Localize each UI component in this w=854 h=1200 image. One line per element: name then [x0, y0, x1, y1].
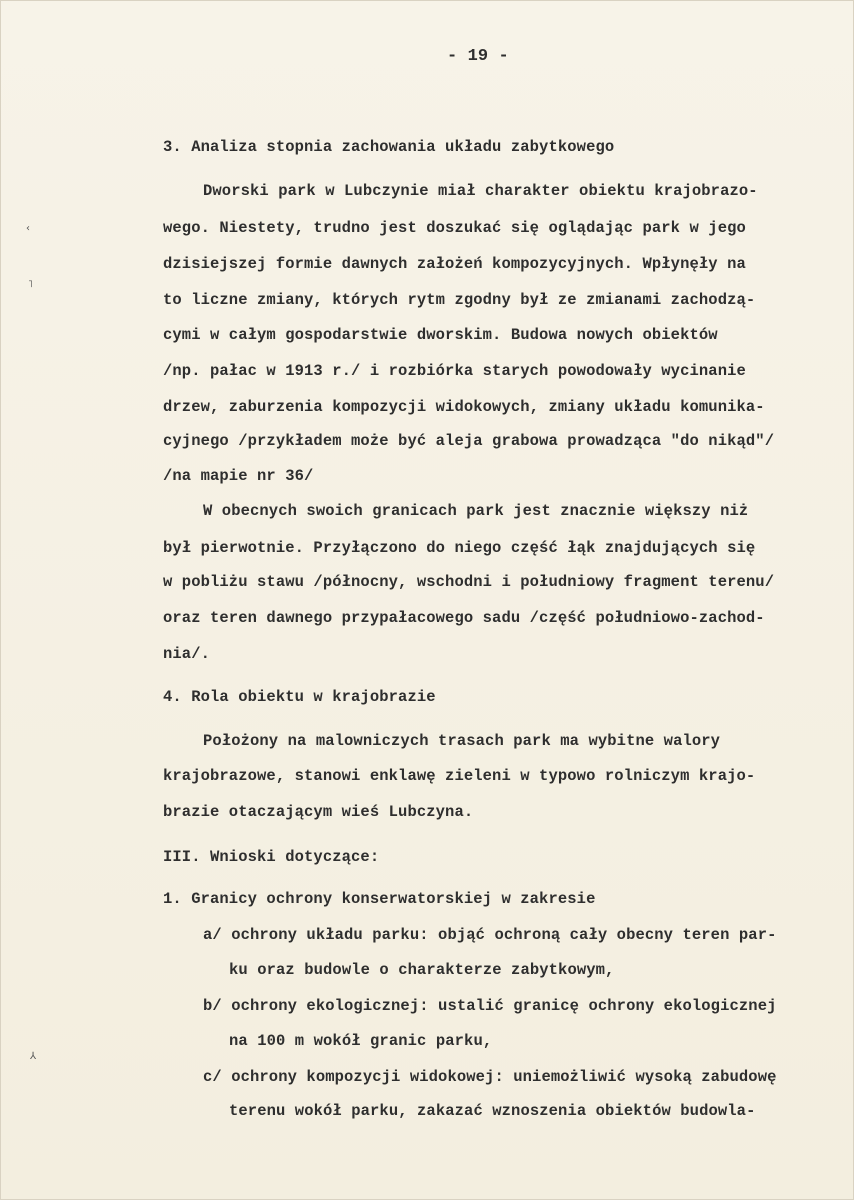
- text-line: oraz teren dawnego przypałacowego sadu /część południowo-zachod-: [163, 609, 765, 627]
- section-heading-III: III. Wnioski dotyczące:: [163, 848, 380, 866]
- section-heading-3: 3. Analiza stopnia zachowania układu zabytkowego: [163, 138, 615, 156]
- list-item-b: b/ ochrony ekologicznej: ustalić granicę ochrony ekologicznej: [203, 997, 777, 1015]
- margin-mark: ˥: [28, 279, 33, 290]
- margin-mark: ⅄: [30, 1051, 37, 1062]
- text-line: /np. pałac w 1913 r./ i rozbiórka starych powodowały wycinanie: [163, 362, 746, 380]
- text-line: ku oraz budowle o charakterze zabytkowym,: [229, 961, 615, 979]
- section-heading-4: 4. Rola obiektu w krajobrazie: [163, 688, 436, 706]
- text-line: to liczne zmiany, których rytm zgodny był ze zmianami zachodzą-: [163, 291, 756, 309]
- text-line: w pobliżu stawu /północny, wschodni i południowy fragment terenu/: [163, 573, 775, 591]
- text-line: Położony na malowniczych trasach park ma wybitne walory: [203, 732, 721, 750]
- page-number: - 19 -: [447, 47, 509, 66]
- text-line: nia/.: [163, 645, 211, 663]
- text-line: cymi w całym gospodarstwie dworskim. Budowa nowych obiektów: [163, 326, 718, 344]
- list-item-a: a/ ochrony układu parku: objąć ochroną cały obecny teren par-: [203, 926, 777, 944]
- text-line: W obecnych swoich granicach park jest znacznie większy niż: [203, 502, 749, 520]
- text-line: /na mapie nr 36/: [163, 467, 314, 485]
- text-line: brazie otaczającym wieś Lubczyna.: [163, 803, 474, 821]
- text-line: terenu wokół parku, zakazać wznoszenia obiektów budowla-: [229, 1102, 756, 1120]
- list-item-c: c/ ochrony kompozycji widokowej: uniemożliwić wysoką zabudowę: [203, 1068, 777, 1086]
- text-line: krajobrazowe, stanowi enklawę zieleni w typowo rolniczym krajo-: [163, 767, 756, 785]
- text-line: cyjnego /przykładem może być aleja grabowa prowadząca "do nikąd"/: [163, 432, 775, 450]
- text-line: drzew, zaburzenia kompozycji widokowych, zmiany układu komunika-: [163, 398, 765, 416]
- text-line: był pierwotnie. Przyłączono do niego część łąk znajdujących się: [163, 539, 756, 557]
- margin-mark: ‹: [26, 223, 30, 234]
- text-line: wego. Niestety, trudno jest doszukać się oglądając park w jego: [163, 219, 746, 237]
- text-line: dzisiejszej formie dawnych założeń kompozycyjnych. Wpłynęły na: [163, 255, 746, 273]
- text-line: Dworski park w Lubczynie miał charakter obiektu krajobrazo-: [203, 182, 758, 200]
- text-line: na 100 m wokół granic parku,: [229, 1032, 493, 1050]
- list-heading-1: 1. Granicy ochrony konserwatorskiej w zakresie: [163, 890, 596, 908]
